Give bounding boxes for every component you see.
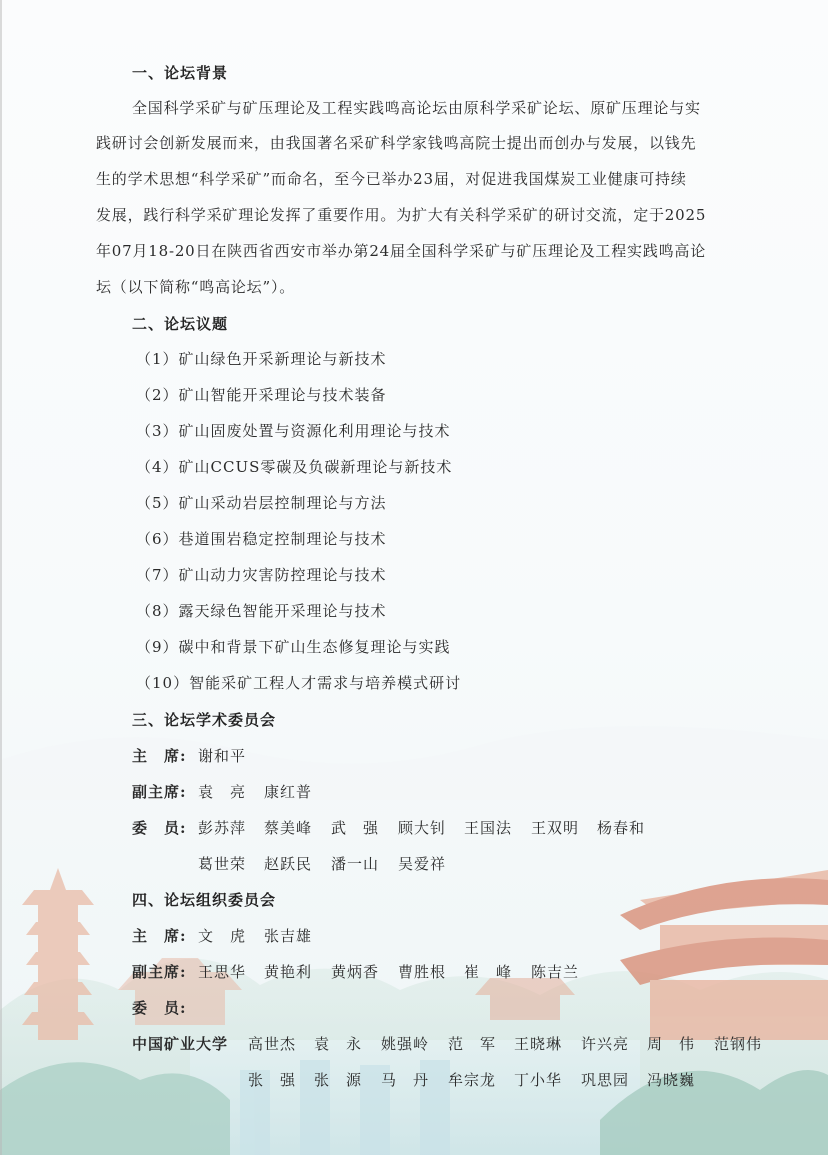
person-name: 曹胜根 xyxy=(398,963,447,981)
person-name: 康红普 xyxy=(264,783,313,801)
vice-chair-label: 副主席: xyxy=(132,783,187,801)
topic-item: （8）露天绿色智能开采理论与技术 xyxy=(136,602,387,620)
person-name: 袁 永 xyxy=(314,1035,363,1053)
person-name: 杨春和 xyxy=(597,819,646,837)
person-name: 范 军 xyxy=(448,1035,497,1053)
person-name: 谢和平 xyxy=(198,747,247,765)
person-name: 葛世荣 xyxy=(198,855,247,873)
person-name: 许兴亮 xyxy=(581,1035,630,1053)
topic-item: （6）巷道围岩稳定控制理论与技术 xyxy=(136,530,387,548)
person-name: 彭苏萍 xyxy=(198,819,247,837)
person-name: 吴爱祥 xyxy=(398,855,447,873)
paragraph-line: 年07月18-20日在陕西省西安市举办第24届全国科学采矿与矿压理论及工程实践鸣高论 xyxy=(96,242,707,260)
person-name: 张 强 xyxy=(248,1071,297,1089)
person-name: 武 强 xyxy=(331,819,380,837)
vice-chair-label: 副主席: xyxy=(132,963,187,981)
chair-label: 主 席: xyxy=(132,747,187,765)
topic-item: （10）智能采矿工程人才需求与培养模式研讨 xyxy=(136,674,462,692)
person-name: 牟宗龙 xyxy=(448,1071,497,1089)
person-name: 黄炳香 xyxy=(331,963,380,981)
person-name: 王思华 xyxy=(198,963,247,981)
section-topics-title: 二、论坛议题 xyxy=(132,315,229,333)
person-name: 顾大钊 xyxy=(398,819,447,837)
person-name: 赵跃民 xyxy=(264,855,313,873)
person-name: 文 虎 xyxy=(198,927,247,945)
person-name: 姚强岭 xyxy=(381,1035,430,1053)
person-name: 王国法 xyxy=(464,819,513,837)
member-label: 委 员: xyxy=(132,999,187,1017)
palace-right-icon xyxy=(620,870,828,1040)
topic-item: （2）矿山智能开采理论与技术装备 xyxy=(136,386,387,404)
person-name: 范钢伟 xyxy=(714,1035,763,1053)
person-name: 王晓琳 xyxy=(514,1035,563,1053)
paragraph-line: 践研讨会创新发展而来，由我国著名采矿科学家钱鸣高院士提出而创办与发展，以钱先 xyxy=(96,134,697,152)
person-name: 蔡美峰 xyxy=(264,819,313,837)
section-organizing-committee-title: 四、论坛组织委员会 xyxy=(132,891,277,909)
member-label: 委 员: xyxy=(132,819,187,837)
topic-item: （4）矿山CCUS零碳及负碳新理论与新技术 xyxy=(136,458,453,476)
person-name: 巩思园 xyxy=(581,1071,630,1089)
section-academic-committee-title: 三、论坛学术委员会 xyxy=(132,711,277,729)
person-name: 崔 峰 xyxy=(464,963,513,981)
person-name: 丁小华 xyxy=(514,1071,563,1089)
person-name: 王双明 xyxy=(531,819,580,837)
topic-item: （9）碳中和背景下矿山生态修复理论与实践 xyxy=(136,638,451,656)
person-name: 潘一山 xyxy=(331,855,380,873)
person-name: 黄艳利 xyxy=(264,963,313,981)
person-name: 周 伟 xyxy=(647,1035,696,1053)
topic-item: （3）矿山固废处置与资源化利用理论与技术 xyxy=(136,422,451,440)
person-name: 袁 亮 xyxy=(198,783,247,801)
person-name: 马 丹 xyxy=(381,1071,430,1089)
paragraph-line: 全国科学采矿与矿压理论及工程实践鸣高论坛由原科学采矿论坛、原矿压理论与实 xyxy=(132,99,701,117)
topic-item: （1）矿山绿色开采新理论与新技术 xyxy=(136,350,387,368)
person-name: 张 源 xyxy=(314,1071,363,1089)
topic-item: （5）矿山采动岩层控制理论与方法 xyxy=(136,494,387,512)
paragraph-line: 发展，践行科学采矿理论发挥了重要作用。为扩大有关科学采矿的研讨交流，定于2025 xyxy=(96,206,707,224)
person-name: 冯晓巍 xyxy=(647,1071,696,1089)
pagoda-left-icon xyxy=(22,868,94,1040)
topic-item: （7）矿山动力灾害防控理论与技术 xyxy=(136,566,387,584)
person-name: 高世杰 xyxy=(248,1035,297,1053)
person-name: 张吉雄 xyxy=(264,927,313,945)
org-label: 中国矿业大学 xyxy=(132,1035,229,1053)
person-name: 陈吉兰 xyxy=(531,963,580,981)
chair-label: 主 席: xyxy=(132,927,187,945)
paragraph-line: 坛（以下简称“鸣高论坛”）。 xyxy=(96,278,296,296)
paragraph-line: 生的学术思想“科学采矿”而命名，至今已举办23届，对促进我国煤炭工业健康可持续 xyxy=(96,170,687,188)
section-background-title: 一、论坛背景 xyxy=(132,64,229,82)
